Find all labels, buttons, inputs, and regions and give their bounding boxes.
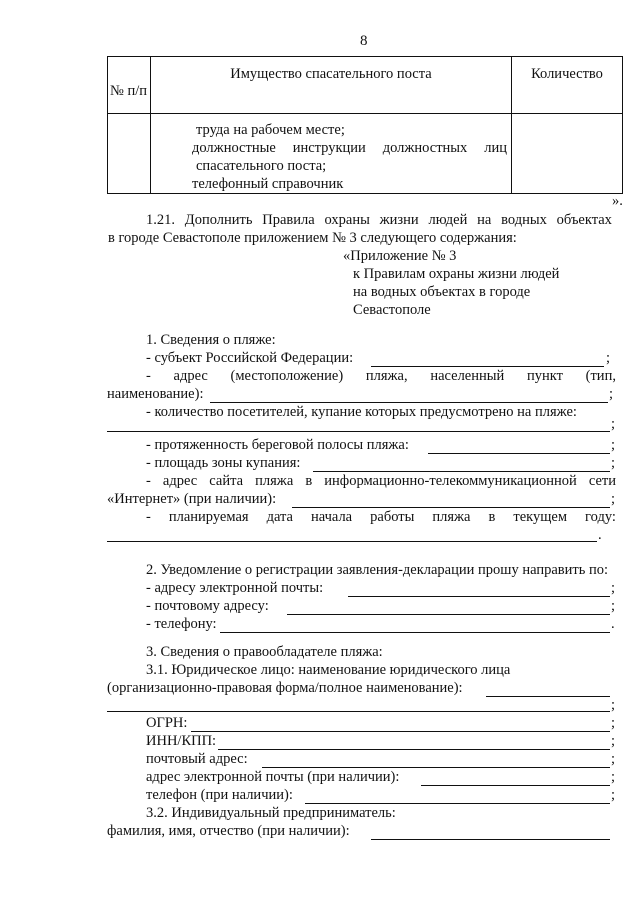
postal-address-field[interactable] — [262, 767, 610, 768]
table-row — [108, 114, 623, 194]
appendix-line4: Севастополе — [353, 302, 431, 318]
notify-phone-field[interactable] — [220, 632, 610, 633]
area-field[interactable] — [313, 471, 610, 472]
table-header-row — [108, 57, 623, 114]
semicolon: ; — [611, 416, 616, 432]
notify-phone-label: - телефону: — [146, 616, 217, 632]
section2-title: 2. Уведомление о регистрации заявления-декларации прошу направить по: — [146, 562, 608, 578]
semicolon: ; — [611, 733, 616, 749]
row-line-4: телефонный справочник — [192, 176, 344, 192]
header-num: № п/п — [110, 83, 148, 99]
semicolon: ; — [611, 455, 616, 471]
appendix-line2: к Правилам охраны жизни людей — [353, 266, 560, 282]
legal-entity-line1: 3.1. Юридическое лицо: наименование юридического лица — [146, 662, 511, 678]
row-cell-text — [151, 114, 512, 194]
semicolon: ; — [611, 491, 616, 507]
semicolon: ; — [611, 598, 616, 614]
owner-email-field[interactable] — [421, 785, 610, 786]
header-cell-qty — [512, 57, 623, 114]
semicolon: ; — [611, 751, 616, 767]
semicolon: ; — [611, 437, 616, 453]
semicolon: ; — [611, 787, 616, 803]
appendix-line1: «Приложение № 3 — [343, 248, 457, 264]
semicolon: ; — [611, 697, 616, 713]
header-qty: Количество — [531, 66, 603, 82]
owner-phone-label: телефон (при наличии): — [146, 787, 293, 803]
header-property: Имущество спасательного поста — [230, 66, 432, 82]
semicolon: ; — [611, 580, 616, 596]
page-number: 8 — [360, 33, 368, 49]
notify-email-field[interactable] — [348, 596, 610, 597]
visitors-field[interactable] — [107, 431, 610, 432]
para-121-line1: 1.21. Дополнить Правила охраны жизни людей на водных объектах — [146, 212, 612, 228]
length-field[interactable] — [428, 453, 610, 454]
notify-post-field[interactable] — [287, 614, 610, 615]
legal-entity-line2: (организационно-правовая форма/полное наименование): — [107, 680, 463, 696]
notify-email-label: - адресу электронной почты: — [146, 580, 324, 596]
legal-name-field-a[interactable] — [486, 696, 610, 697]
legal-name-field-b[interactable] — [107, 711, 610, 712]
address-line1: - адрес (местоположение) пляжа, населенный пункт (тип, — [146, 368, 616, 384]
inn-kpp-label: ИНН/КПП: — [146, 733, 217, 749]
area-label: - площадь зоны купания: — [146, 455, 301, 471]
header-cell-num — [108, 57, 151, 114]
semicolon: ; — [606, 350, 611, 366]
length-label: - протяженность береговой полосы пляжа: — [146, 437, 409, 453]
section1-title: 1. Сведения о пляже: — [146, 332, 276, 348]
period: . — [598, 527, 602, 543]
property-table — [107, 56, 623, 194]
address-label: наименование): — [107, 386, 204, 402]
site-line1: - адрес сайта пляжа в информационно-телекоммуникационной сети — [146, 473, 616, 489]
header-cell-property — [151, 57, 512, 114]
owner-phone-field[interactable] — [305, 803, 610, 804]
subject-field[interactable] — [371, 366, 604, 367]
para-121-line2: в городе Севастополе приложением № 3 следующего содержания: — [108, 230, 517, 246]
visitors-label: - количество посетителей, купание которых предусмотрено на пляже: — [146, 404, 577, 420]
period: . — [611, 616, 615, 632]
section3-title: 3. Сведения о правообладателе пляжа: — [146, 644, 383, 660]
semicolon: ; — [609, 386, 614, 402]
subject-label: - субъект Российской Федерации: — [146, 350, 354, 366]
row-line-1: труда на рабочем месте; — [196, 122, 345, 138]
address-field[interactable] — [210, 402, 608, 403]
site-label: «Интернет» (при наличии): — [107, 491, 277, 507]
start-date-field[interactable] — [107, 541, 597, 542]
owner-email-label: адрес электронной почты (при наличии): — [146, 769, 400, 785]
appendix-line3: на водных объектах в городе — [353, 284, 531, 300]
site-field[interactable] — [292, 507, 610, 508]
fio-field[interactable] — [371, 839, 610, 840]
semicolon: ; — [611, 769, 616, 785]
ogrn-label: ОГРН: — [146, 715, 188, 731]
ip-title: 3.2. Индивидуальный предприниматель: — [146, 805, 396, 821]
row-line-3: спасательного поста; — [196, 158, 327, 174]
ogrn-field[interactable] — [191, 731, 610, 732]
start-date-line1: - планируемая дата начала работы пляжа в текущем году: — [146, 509, 616, 525]
fio-label: фамилия, имя, отчество (при наличии): — [107, 823, 350, 839]
semicolon: ; — [611, 715, 616, 731]
postal-address-label: почтовый адрес: — [146, 751, 248, 767]
inn-kpp-field[interactable] — [218, 749, 610, 750]
table-closing-quote: ». — [612, 193, 623, 209]
notify-post-label: - почтовому адресу: — [146, 598, 269, 614]
row-line-2: должностные инструкции должностных лиц — [192, 140, 507, 156]
